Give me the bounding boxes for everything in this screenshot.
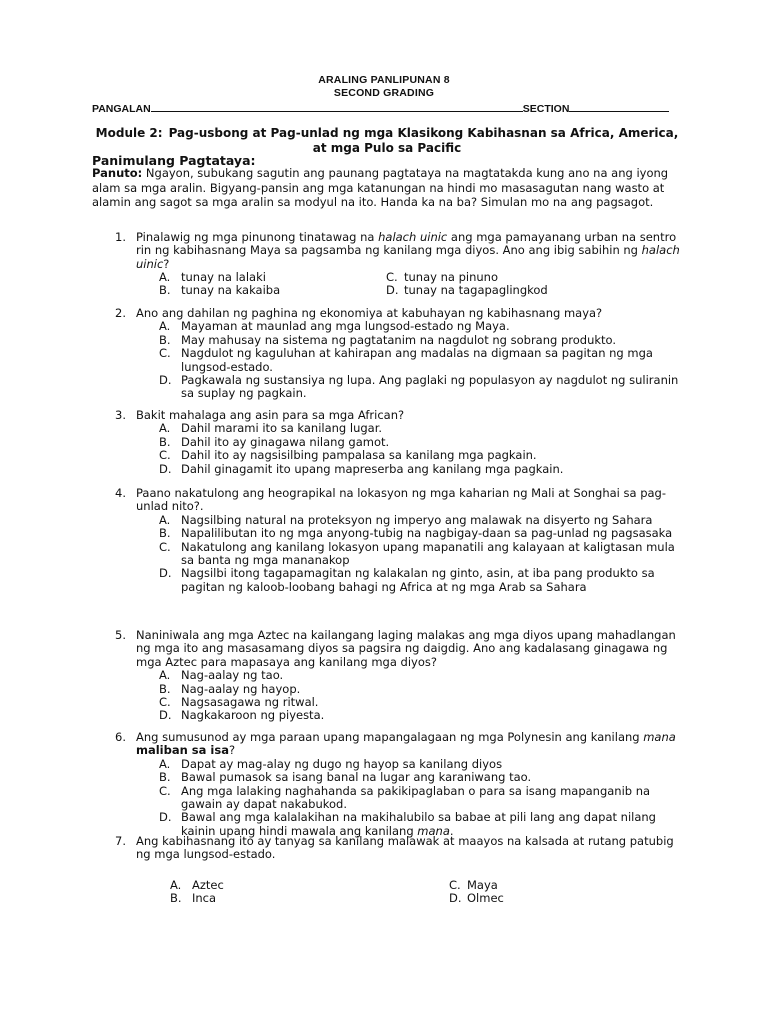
- stem-term: halach uinic: [136, 243, 680, 271]
- choice-text: Dahil marami ito sa kanilang lugar.: [181, 421, 383, 436]
- instructions-label: Panuto:: [92, 166, 143, 180]
- choice-text: Bawal ang mga kalalakihan na makihalubilo sa babae at pili lang ang dapat nilang kainin upang hindi mawala ang kanilang: [181, 810, 656, 838]
- stem-text: Ang sumusunod ay mga paraan upang mapangalagaan ng mga Polynesin ang kanilang: [136, 730, 644, 744]
- choice-text: Nagdulot ng kaguluhan at kahirapan ang madalas na digmaan sa pagitan ng mga lungsod-estado.: [181, 346, 653, 374]
- question-number: 1.: [115, 230, 126, 244]
- choice-letter: A.: [170, 877, 182, 892]
- name-label: PANGALAN: [92, 103, 151, 115]
- choice-letter: D.: [159, 810, 172, 825]
- choice-letter: C.: [159, 346, 171, 361]
- question-number: 6.: [115, 730, 126, 744]
- question-stem: Ang kabihasnang ito ay tanyag sa kanilang malawak at maayos na kalsada at rutang patubig ng mga lungsod-estado.: [136, 834, 674, 862]
- choice-text: Nagsilbi itong tagapamagitan ng kalakalan ng ginto, asin, at iba pang produkto sa pagitan ng kaloob-loobang bahagi ng Africa at ng mga Arab sa Sahara: [181, 566, 655, 594]
- choice-b[interactable]: [159, 436, 685, 449]
- stem-text: ?: [163, 256, 170, 271]
- choice-text: Nagsilbing natural na proteksyon ng imperyo ang malawak na disyerto ng Sahara: [181, 512, 653, 527]
- choices-list: [159, 422, 685, 476]
- instructions-text: Ngayon, subukang sagutin ang paunang pagtataya na magtatakda kung ano na ang iyong alam sa mga aralin. Bigyang-pansin ang mga katanungan na hindi mo masasagutan nang wasto at alamin ang sagot sa mga aralin sa modyul na ito. Handa ka na ba? Simulan mo na ang pagsagot.: [92, 166, 669, 210]
- question-number: 7.: [115, 834, 126, 848]
- choice-text: Mayaman at maunlad ang mga lungsod-estado ng Maya.: [181, 319, 510, 334]
- question-stem: Ano ang dahilan ng paghina ng ekonomiya at kabuhayan ng kabihasnang maya?: [136, 306, 603, 320]
- choice-b[interactable]: [159, 527, 685, 540]
- choice-letter: C.: [159, 539, 171, 554]
- choice-c[interactable]: [159, 347, 685, 374]
- choice-d[interactable]: [449, 892, 504, 905]
- choice-letter: A.: [159, 512, 171, 527]
- stem-text: ang mga pamayanang urban na sentro rin ng kabihasnang Maya sa pagsamba ng kanilang mga diyos. Ano ang ibig sabihin ng: [136, 230, 677, 258]
- choice-d[interactable]: [386, 284, 548, 297]
- choice-text: Napalilibutan ito ng mga anyong-tubig na nagbigay-daan sa pag-unlad ng pagsasaka: [181, 526, 673, 541]
- stem-emphasis: maliban sa isa: [136, 743, 229, 758]
- choice-letter: B.: [170, 890, 182, 905]
- choice-d[interactable]: [159, 709, 685, 722]
- question-3: [115, 409, 685, 476]
- choice-letter: D.: [159, 373, 172, 388]
- question-stem: [136, 231, 685, 271]
- choice-letter: B.: [159, 332, 171, 347]
- stem-term: mana: [643, 730, 676, 744]
- choice-text: .: [449, 823, 454, 838]
- instructions-paragraph: [92, 166, 684, 210]
- question-stem: [136, 731, 685, 758]
- pretest-title: Panimulang Pagtataya:: [92, 153, 256, 168]
- choice-letter: B.: [159, 526, 171, 541]
- choice-letter: A.: [159, 421, 171, 436]
- choice-text: Nagkakaroon ng piyesta.: [181, 708, 325, 723]
- choice-text: Dahil ito ay nagsisilbing pampalasa sa kanilang mga pagkain.: [181, 448, 537, 463]
- question-stem: Paano nakatulong ang heograpikal na lokasyon ng mga kaharian ng Mali at Songhai sa pag-unlad nito?.: [136, 486, 666, 514]
- choice-letter: D.: [386, 283, 399, 298]
- choice-letter: C.: [159, 695, 171, 710]
- question-number: 4.: [115, 486, 126, 500]
- stem-text: ?: [228, 743, 236, 758]
- question-2: [115, 307, 685, 401]
- name-blank-line[interactable]: [151, 101, 523, 112]
- choice-a[interactable]: [159, 758, 685, 771]
- choice-text: tunay na tagapaglingkod: [404, 283, 548, 298]
- choice-text: Bawal pumasok sa isang banal na lugar ang karaniwang tao.: [181, 770, 532, 785]
- module-title: Pag-usbong at Pag-unlad ng mga Klasikong Kabihasnan sa Africa, America, at mga Pulo sa Pacific: [168, 126, 679, 155]
- choice-letter: D.: [159, 708, 172, 723]
- choices-list: [159, 669, 685, 723]
- choice-text: Olmec: [467, 890, 504, 905]
- choice-letter: C.: [159, 448, 171, 463]
- question-7: [115, 835, 685, 906]
- choices-grid: [149, 879, 685, 906]
- question-5: [115, 629, 685, 723]
- choices-grid: [159, 271, 685, 298]
- choice-b[interactable]: [159, 771, 685, 784]
- module-label: Module 2:: [95, 126, 163, 140]
- question-number: 2.: [115, 306, 126, 320]
- choices-list: [159, 514, 685, 594]
- choice-text: May mahusay na sistema ng pagtatanim na nagdulot ng sobrang produkto.: [181, 332, 617, 347]
- choice-text: tunay na lalaki: [181, 270, 266, 285]
- choice-c[interactable]: [159, 785, 685, 812]
- choice-a[interactable]: [159, 514, 685, 527]
- choice-d[interactable]: [159, 374, 685, 401]
- choice-letter: D.: [159, 461, 172, 476]
- choice-c[interactable]: [159, 449, 685, 462]
- choice-letter: B.: [159, 770, 171, 785]
- choices-list: [159, 758, 685, 838]
- choice-letter: D.: [159, 566, 172, 581]
- question-6: [115, 731, 685, 838]
- choice-letter: B.: [159, 283, 171, 298]
- grading-heading: SECOND GRADING: [333, 87, 435, 99]
- choice-text: Dahil ginagamit ito upang mapreserba ang kanilang mga pagkain.: [181, 461, 564, 476]
- choice-text: Nag-aalay ng hayop.: [181, 681, 301, 696]
- choice-text: Dapat ay mag-alay ng dugo ng hayop sa kanilang diyos: [181, 756, 503, 771]
- choice-text: Nakatulong ang kanilang lokasyon upang mapanatili ang kalayaan at kaligtasan mula sa banta ng mga mananakop: [181, 539, 675, 568]
- choice-c[interactable]: [159, 541, 685, 568]
- module-title-block: [92, 126, 682, 156]
- choice-b[interactable]: [159, 284, 280, 297]
- question-number: 5.: [115, 628, 126, 642]
- choice-letter: A.: [159, 270, 171, 285]
- choice-a[interactable]: [159, 422, 685, 435]
- question-stem: Naniniwala ang mga Aztec na kailangang laging malakas ang mga diyos upang mahadlangan ng mga ito ang masasamang diyos sa pagsira ng daigdig. Ano ang kadalasang ginagawa ng mga Aztec para mapasaya ang kanilang mga diyos?: [136, 628, 676, 669]
- choice-text: Ang mga lalaking naghahanda sa pakikipaglaban o para sa isang mapanganib na gawain ay dapat nakabukod.: [181, 783, 651, 812]
- choice-b[interactable]: [159, 334, 685, 347]
- question-4: [115, 487, 685, 594]
- choice-term: mana: [417, 823, 450, 838]
- choice-letter: A.: [159, 319, 171, 334]
- choice-b[interactable]: [170, 892, 216, 905]
- question-number: 3.: [115, 408, 126, 422]
- stem-text: Pinalawig ng mga pinunong tinatawag na: [136, 230, 379, 244]
- choice-d[interactable]: [159, 463, 685, 476]
- choice-text: Maya: [467, 877, 498, 892]
- choice-text: tunay na pinuno: [404, 270, 498, 285]
- choice-text: Dahil ito ay ginagawa nilang gamot.: [181, 434, 390, 449]
- choice-letter: C.: [386, 270, 398, 285]
- choice-text: Nagsasagawa ng ritwal.: [181, 695, 319, 710]
- subject-heading: ARALING PANLIPUNAN 8: [318, 74, 450, 86]
- choice-letter: D.: [449, 890, 462, 905]
- choice-letter: C.: [449, 877, 461, 892]
- choices-list: [159, 320, 685, 400]
- choice-d[interactable]: [159, 567, 685, 594]
- choice-text: Pagkawala ng sustansiya ng lupa. Ang paglaki ng populasyon ay nagdulot ng suliranin sa suplay ng pagkain.: [181, 373, 679, 401]
- choice-letter: C.: [159, 783, 171, 798]
- question-stem: Bakit mahalaga ang asin para sa mga African?: [136, 408, 405, 422]
- name-section-row: [92, 101, 669, 115]
- choice-letter: B.: [159, 434, 171, 449]
- choice-text: Inca: [192, 890, 217, 905]
- stem-term: halach uinic: [378, 230, 448, 244]
- question-1: [115, 231, 685, 298]
- section-blank-line[interactable]: [569, 101, 669, 112]
- choice-c[interactable]: [159, 696, 685, 709]
- choice-text: tunay na kakaiba: [181, 283, 281, 298]
- choice-letter: A.: [159, 756, 171, 771]
- choice-a[interactable]: [159, 320, 685, 333]
- choice-letter: B.: [159, 681, 171, 696]
- choice-text: Aztec: [192, 877, 224, 892]
- choice-letter: A.: [159, 668, 171, 683]
- choice-a[interactable]: [159, 669, 685, 682]
- section-label: SECTION: [522, 103, 570, 115]
- choice-text: Nag-aalay ng tao.: [181, 668, 284, 683]
- choice-b[interactable]: [159, 683, 685, 696]
